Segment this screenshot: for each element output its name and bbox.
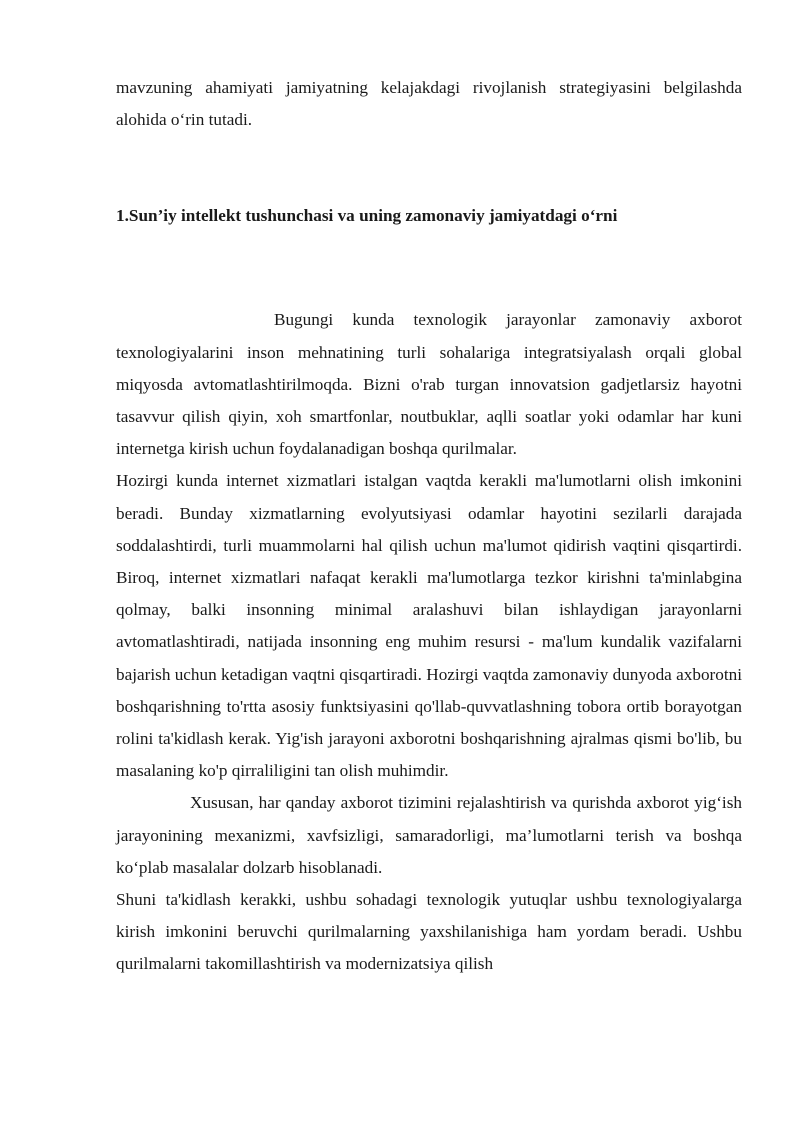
paragraph-1: Bugungi kunda texnologik jarayonlar zamonaviy axborot texnologiyalarini inson mehnatining turli sohalariga integratsiyalash orqali global miqyosda avtomatlashtirilmoqda. Bizni o'rab turgan innovatsion gadjetlarsiz hayotni tasavvur qilish qiyin, xoh smartfonlar, noutbuklar, aqlli soatlar yoki odamlar har kuni internetga kirish uchun foydalanadigan boshqa qurilmalar. — [116, 310, 742, 459]
document-page — [116, 72, 742, 981]
paragraph-intro: mavzuning ahamiyati jamiyatning kelajakdagi rivojlanish strategiyasini belgilashda alohida o‘rin tutadi. — [116, 78, 742, 130]
paragraph-2: Hozirgi kunda internet xizmatlari istalgan vaqtda kerakli ma'lumotlarni olish imkonini beradi. Bunday xizmatlarning evolyutsiyasi odamlar hayotini sezilarli darajada soddalashtirdi, turli muammolarni hal qilish uchun ma'lumot qidirish vaqtini qisqartirdi. Biroq, internet xizmatlari nafaqat kerakli ma'lumotlarga tezkor kirishni ta'minlabgina qolmay, balki insonning minimal aralashuvi bilan ishlaydigan jarayonlarni avtomatlashtiradi, natijada insonning eng muhim resursi - ma'lum kundalik vazifalarni bajarish uchun ketadigan vaqtni qisqartiradi. Hozirgi vaqtda zamonaviy dunyoda axborotni boshqarishning to'rtta asosiy funktsiyasini qo'llab-quvvatlashning tobora ortib borayotgan rolini ta'kidlash kerak. Yig'ish jarayoni axborotni boshqarishning ajralmas qismi bo'lib, bu masalaning ko'p qirraliligini tan olish muhimdir. — [116, 471, 742, 781]
paragraph-4: Shuni ta'kidlash kerakki, ushbu sohadagi texnologik yutuqlar ushbu texnologiyalarga kirish imkonini beruvchi qurilmalarning yaxshilanishiga ham yordam beradi. Ushbu qurilmalarni takomillashtirish va modernizatsiya qilish — [116, 890, 742, 974]
paragraph-3: Xususan, har qanday axborot tizimini rejalashtirish va qurishda axborot yig‘ish jarayonining mexanizmi, xavfsizligi, samaradorligi, ma’lumotlarni terish va boshqa ko‘plab masalalar dolzarb hisoblanadi. — [116, 793, 742, 877]
page-bottom-margin — [0, 1000, 800, 1131]
section-heading: 1.Sun’iy intellekt tushunchasi va uning zamonaviy jamiyatdagi o‘rni — [116, 206, 618, 226]
